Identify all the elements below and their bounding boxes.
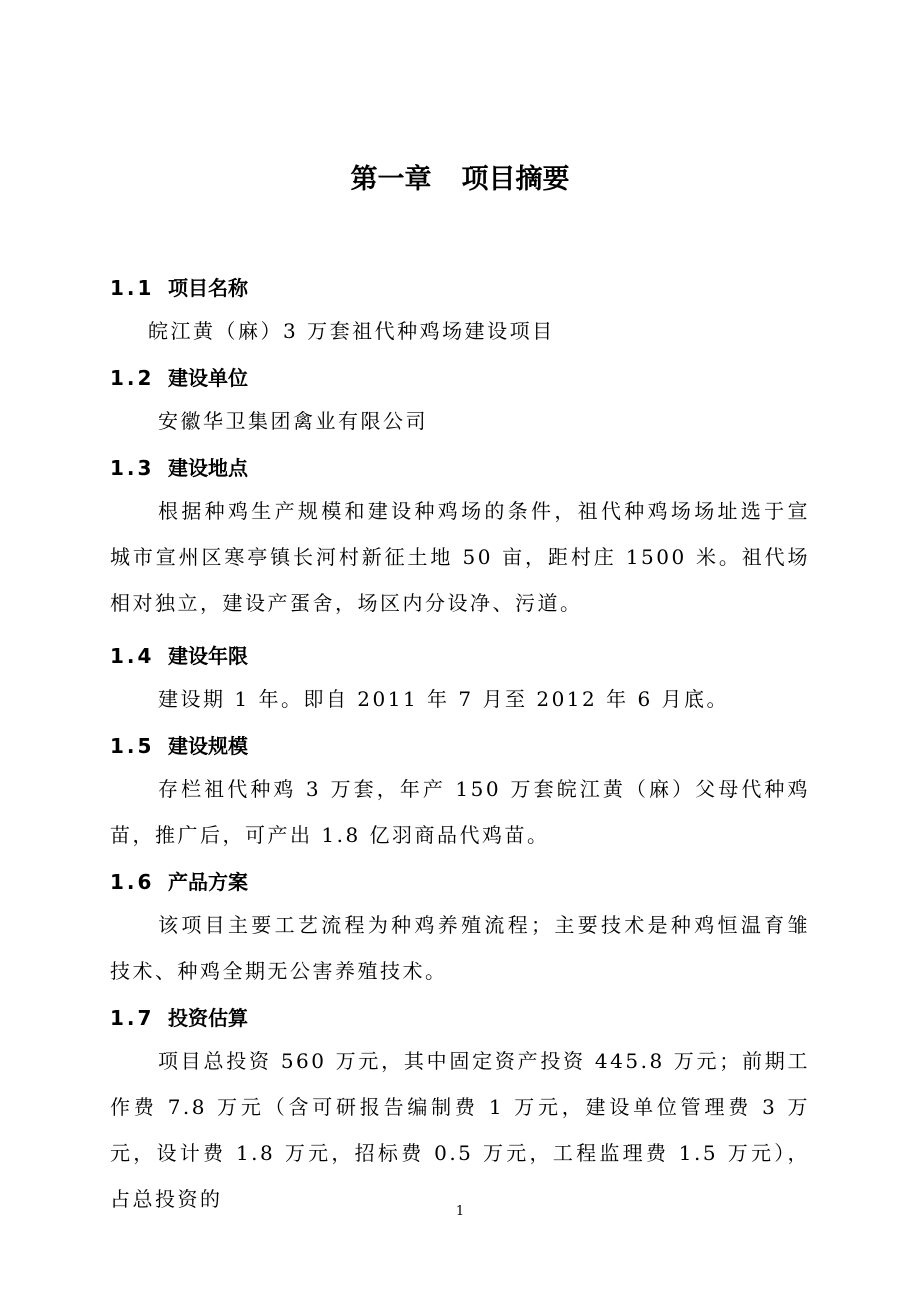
section-product-plan [110,862,810,994]
chapter-title [0,160,920,200]
section-investment-estimate [110,998,810,1222]
section-construction-location [110,448,810,626]
section-title: 项目名称 [168,276,248,300]
section-heading [110,268,810,308]
section-heading [110,998,810,1038]
chapter-number: 第一章 [350,164,432,195]
section-paragraph: 建设期 1 年。即自 2011 年 7 月至 2012 年 6 月底。 [158,687,730,711]
chapter-name: 项目摘要 [461,164,570,195]
page-number: 1 [455,1204,465,1219]
section-number: 1.3 [110,456,155,480]
section-paragraph: 安徽华卫集团禽业有限公司 [158,409,428,433]
section-paragraph: 皖江黄（麻）3 万套祖代种鸡场建设项目 [148,319,555,343]
section-heading [110,448,810,488]
section-heading [110,358,810,398]
section-title: 建设规模 [168,734,248,758]
section-construction-unit [110,358,810,444]
section-title: 产品方案 [168,870,248,894]
section-number: 1.5 [110,734,155,758]
section-title: 建设地点 [168,456,248,480]
section-title: 建设年限 [168,644,248,668]
section-number: 1.7 [110,1006,155,1030]
section-number: 1.4 [110,644,155,668]
section-title: 投资估算 [168,1006,248,1030]
section-heading [110,726,810,766]
section-construction-period [110,636,810,722]
section-paragraph: 项目总投资 560 万元，其中固定资产投资 445.8 万元；前期工作费 7.8 万元（含可研报告编制费 1 万元，建设单位管理费 3 万元，设计费 1.8 万元，招标费 0.5 万元，工程监理费 1.5 万元），占总投资的 [110,1049,810,1211]
section-number: 1.2 [110,366,155,390]
section-paragraph: 根据种鸡生产规模和建设种鸡场的条件，祖代种鸡场场址选于宣城市宣州区寒亭镇长河村新征土地 50 亩，距村庄 1500 米。祖代场相对独立，建设产蛋舍，场区内分设净、污道。 [110,499,810,615]
section-project-name [110,268,810,354]
section-paragraph: 存栏祖代种鸡 3 万套，年产 150 万套皖江黄（麻）父母代种鸡苗，推广后，可产出 1.8 亿羽商品代鸡苗。 [110,777,810,847]
section-construction-scale [110,726,810,858]
section-heading [110,862,810,902]
section-number: 1.6 [110,870,155,894]
section-title: 建设单位 [168,366,248,390]
section-number: 1.1 [110,276,155,300]
section-paragraph: 该项目主要工艺流程为种鸡养殖流程；主要技术是种鸡恒温育雏技术、种鸡全期无公害养殖技术。 [110,913,810,983]
section-heading [110,636,810,676]
